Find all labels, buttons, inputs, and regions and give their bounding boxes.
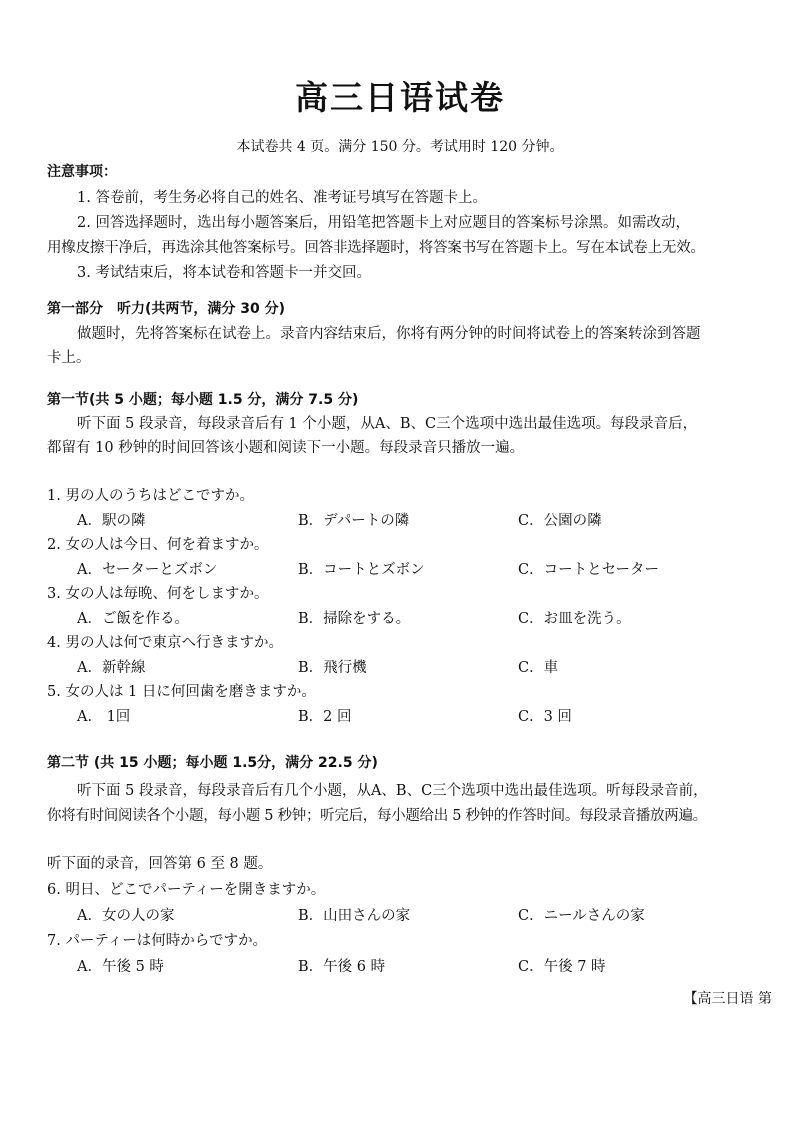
section1-intro: 都留有 10 秒钟的时间回答该小题和阅读下一小题。每段录音只播放一遍。 xyxy=(47,440,525,456)
option-a: A．ご飯を作る。 xyxy=(77,611,189,627)
part1-heading: 第一部分 听力(共两节，满分 30 分) xyxy=(47,301,286,317)
note-item: 3. 考试结束后，将本试卷和答题卡一并交回。 xyxy=(77,265,371,281)
option-b: B．山田さんの家 xyxy=(298,908,411,924)
option-a: A．女の人の家 xyxy=(77,908,175,924)
section1-intro: 听下面 5 段录音，每段录音后有 1 个小题，从A、B、C三个选项中选出最佳选项。每段录音后， xyxy=(77,416,698,432)
option-c: C．午後 7 時 xyxy=(518,959,606,975)
option-b: B．デパートの隣 xyxy=(298,513,410,529)
question-4: 4. 男の人は何で東京へ行きますか。 xyxy=(47,635,283,651)
page-title: 高三日语试卷 xyxy=(295,78,505,117)
option-b: B．飛行機 xyxy=(298,660,367,676)
option-a: A．駅の隣 xyxy=(77,513,146,529)
question-5: 5. 女の人は 1 日に何回歯を磨きますか。 xyxy=(47,684,316,700)
option-b: B．2 回 xyxy=(298,709,352,725)
option-c: C．車 xyxy=(518,660,559,676)
group-intro: 听下面的录音，回答第 6 至 8 题。 xyxy=(47,856,273,872)
option-a: A． 1回 xyxy=(77,709,131,725)
option-c: C．コートとセーター xyxy=(518,562,660,578)
section2-intro: 你将有时间阅读各个小题，每小题 5 秒钟；听完后，每小题给出 5 秒钟的作答时间。每段录音播放两遍。 xyxy=(47,808,707,824)
option-b: B．コートとズボン xyxy=(298,562,425,578)
part1-intro: 卡上。 xyxy=(47,350,91,366)
note-item: 1. 答卷前，考生务必将自己的姓名、准考证号填写在答题卡上。 xyxy=(77,190,487,206)
question-3: 3. 女の人は毎晩、何をしますか。 xyxy=(47,586,269,602)
option-c: C．公園の隣 xyxy=(518,513,602,529)
section2-intro: 听下面 5 段录音，每段录音后有几个小题，从A、B、C三个选项中选出最佳选项。听每段录音前， xyxy=(77,783,708,799)
part1-intro: 做题时，先将答案标在试卷上。录音内容结束后，你将有两分钟的时间将试卷上的答案转涂到答题 xyxy=(77,326,701,342)
note-item: 2. 回答选择题时，选出每小题答案后，用铅笔把答题卡上对应题目的答案标号涂黑。如需改动， xyxy=(77,215,690,231)
notes-heading: 注意事项： xyxy=(47,164,117,180)
option-a: A．セーターとズボン xyxy=(77,562,218,578)
question-6: 6. 明日、どこでパーティーを開きますか。 xyxy=(47,882,326,898)
option-c: C．3 回 xyxy=(518,709,572,725)
option-a: A．新幹線 xyxy=(77,660,146,676)
note-item: 用橡皮擦干净后，再选涂其他答案标号。回答非选择题时，将答案书写在答题卡上。写在本试卷上无效。 xyxy=(47,240,705,256)
option-b: B．掃除をする。 xyxy=(298,611,411,627)
section1-heading: 第一节(共 5 小题；每小题 1.5 分，满分 7.5 分) xyxy=(47,392,359,408)
option-a: A．午後 5 時 xyxy=(77,959,164,975)
question-7: 7. パーティーは何時からですか。 xyxy=(47,933,268,949)
question-1: 1. 男の人のうちはどこですか。 xyxy=(47,488,254,504)
option-b: B．午後 6 時 xyxy=(298,959,386,975)
option-c: C．ニールさんの家 xyxy=(518,908,645,924)
option-c: C．お皿を洗う。 xyxy=(518,611,631,627)
page-footer: 【高三日语 第 xyxy=(683,991,772,1007)
question-2: 2. 女の人は今日、何を着ますか。 xyxy=(47,537,269,553)
section2-heading: 第二节 (共 15 小题；每小题 1.5分，满分 22.5 分) xyxy=(47,755,378,771)
exam-info: 本试卷共 4 页。满分 150 分。考试用时 120 分钟。 xyxy=(236,139,564,155)
